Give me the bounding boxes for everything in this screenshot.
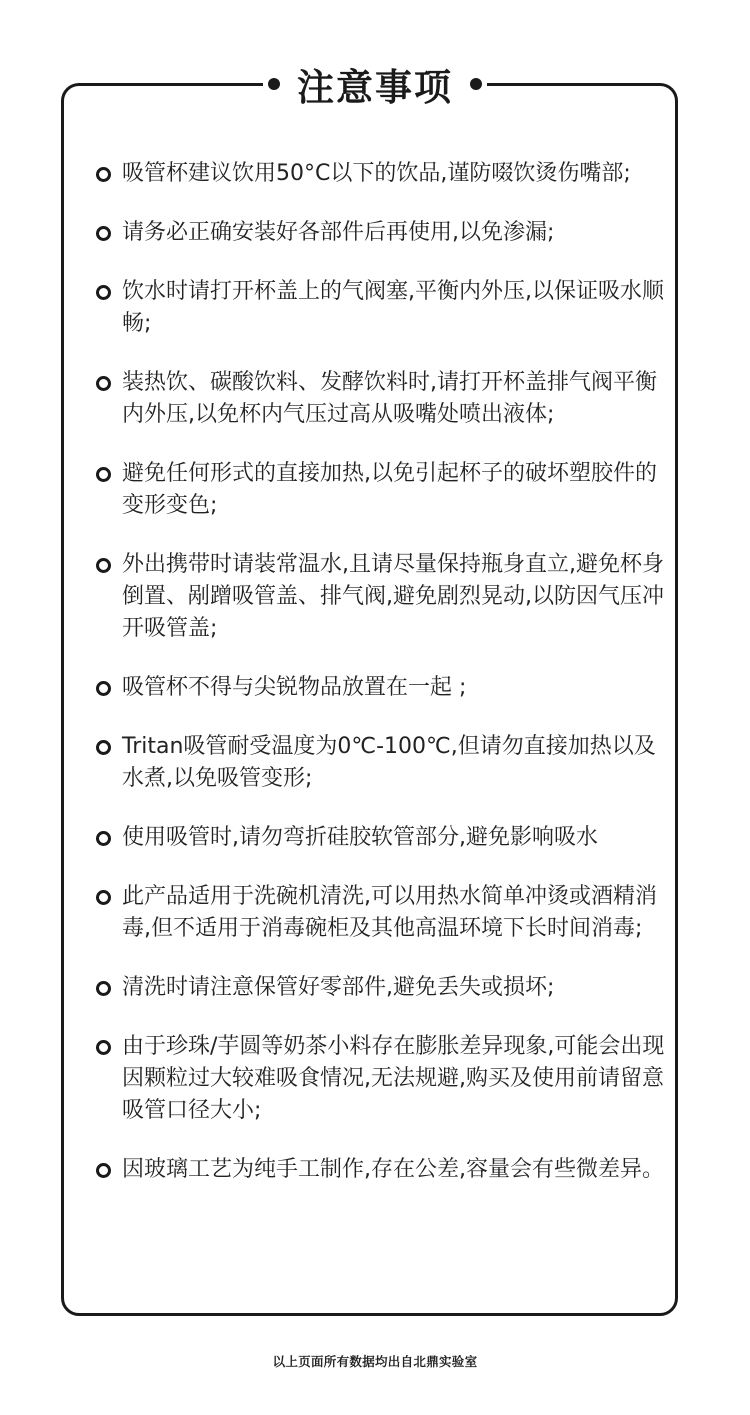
- note-text: 由于珍珠/芋圆等奶茶小料存在膨胀差异现象,可能会出现因颗粒过大较难吸食情况,无法规避,购买及使用前请留意吸管口径大小;: [122, 1034, 665, 1123]
- note-text: 装热饮、碳酸饮料、发酵饮料时,请打开杯盖排气阀平衡内外压,以免杯内气压过高从吸嘴处喷出液体;: [122, 370, 657, 427]
- note-text: 吸管杯不得与尖锐物品放置在一起 ;: [122, 675, 467, 700]
- note-text: 外出携带时请装常温水,且请尽量保持瓶身直立,避免杯身倒置、剐蹭吸管盖、排气阀,避免剧烈晃动,以防因气压冲开吸管盖;: [122, 552, 664, 641]
- note-text: Tritan吸管耐受温度为0℃-100℃,但请勿直接加热以及水煮,以免吸管变形;: [122, 734, 656, 791]
- title-bar: [0, 55, 750, 113]
- note-text: 请务必正确安装好各部件后再使用,以免渗漏;: [122, 220, 555, 245]
- ring-bullet-icon: [96, 740, 111, 755]
- note-item: [95, 1031, 665, 1127]
- title-right-dot-icon: [470, 78, 482, 90]
- page-title: 注意事项: [297, 66, 453, 109]
- note-item: [95, 822, 665, 854]
- note-text: 因玻璃工艺为纯手工制作,存在公差,容量会有些微差异。: [122, 1157, 664, 1182]
- note-item: [95, 731, 665, 795]
- note-item: [95, 367, 665, 431]
- note-item: [95, 549, 665, 645]
- ring-bullet-icon: [96, 681, 111, 696]
- note-item: [95, 276, 665, 340]
- note-item: [95, 458, 665, 522]
- ring-bullet-icon: [96, 981, 111, 996]
- notes-list: [95, 158, 665, 1213]
- ring-bullet-icon: [96, 285, 111, 300]
- note-text: 饮水时请打开杯盖上的气阀塞,平衡内外压,以保证吸水顺畅;: [122, 279, 664, 336]
- note-text: 使用吸管时,请勿弯折硅胶软管部分,避免影响吸水: [122, 825, 598, 850]
- title-container: [263, 57, 487, 111]
- ring-bullet-icon: [96, 167, 111, 182]
- note-text: 吸管杯建议饮用50°C以下的饮品,谨防啜饮烫伤嘴部;: [122, 161, 631, 186]
- footer-source-note: 以上页面所有数据均出自北鼎实验室: [272, 1354, 478, 1369]
- note-item: [95, 1154, 665, 1186]
- ring-bullet-icon: [96, 831, 111, 846]
- ring-bullet-icon: [96, 1163, 111, 1178]
- ring-bullet-icon: [96, 467, 111, 482]
- note-item: [95, 672, 665, 704]
- note-text: 清洗时请注意保管好零部件,避免丢失或损坏;: [122, 975, 555, 1000]
- ring-bullet-icon: [96, 226, 111, 241]
- note-item: [95, 881, 665, 945]
- ring-bullet-icon: [96, 1040, 111, 1055]
- title-left-dot-icon: [268, 78, 280, 90]
- note-item: [95, 972, 665, 1004]
- ring-bullet-icon: [96, 376, 111, 391]
- ring-bullet-icon: [96, 558, 111, 573]
- note-text: 此产品适用于洗碗机清洗,可以用热水简单冲烫或酒精消毒,但不适用于消毒碗柜及其他高温环境下长时间消毒;: [122, 884, 657, 941]
- note-item: [95, 217, 665, 249]
- note-item: [95, 158, 665, 190]
- note-text: 避免任何形式的直接加热,以免引起杯子的破坏塑胶件的变形变色;: [122, 461, 657, 518]
- ring-bullet-icon: [96, 890, 111, 905]
